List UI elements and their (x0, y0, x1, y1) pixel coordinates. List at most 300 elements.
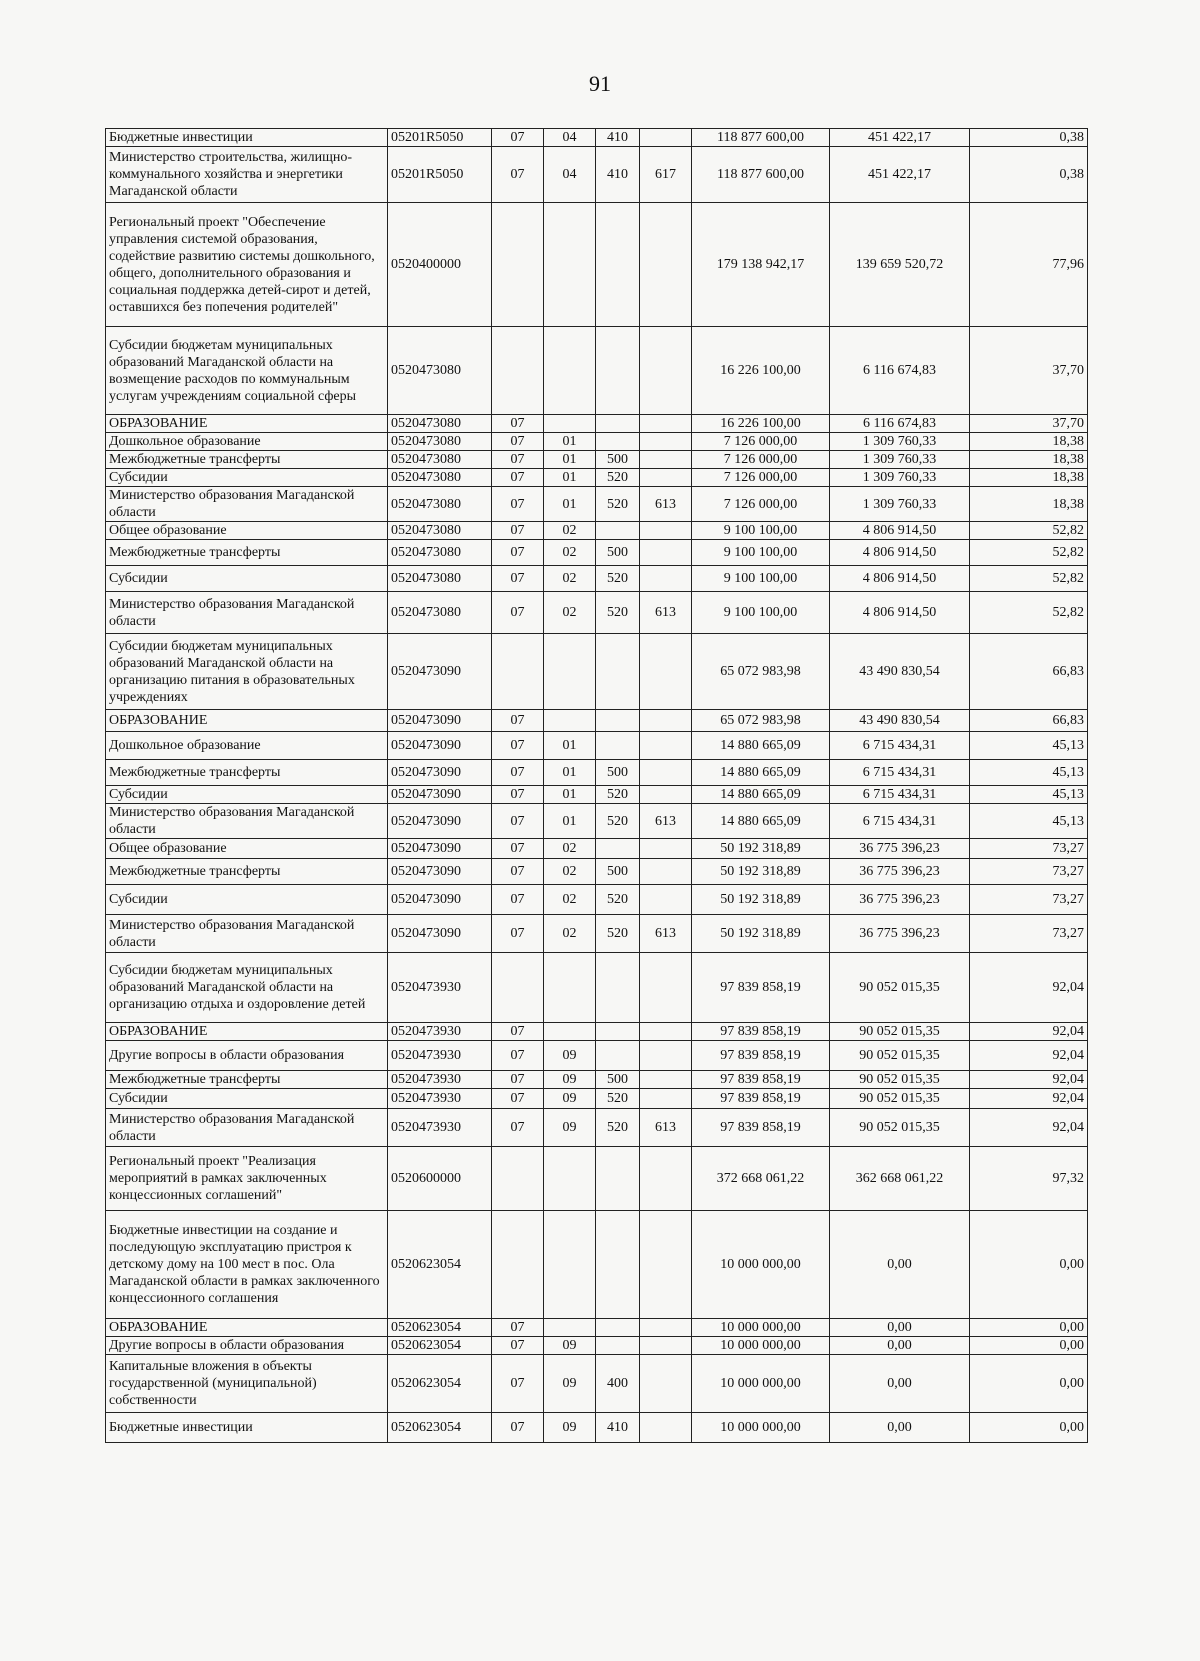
section-cell: 07 (492, 1041, 544, 1071)
execution-percent-cell: 18,38 (970, 433, 1088, 451)
subsection-cell (544, 1211, 596, 1319)
planned-amount-cell: 97 839 858,19 (692, 1023, 830, 1041)
planned-amount-cell: 14 880 665,09 (692, 786, 830, 804)
section-cell: 07 (492, 147, 544, 203)
kcsr-code-cell: 0520473080 (388, 433, 492, 451)
expense-type-cell (596, 710, 640, 732)
section-cell: 07 (492, 804, 544, 839)
table-row (106, 592, 1088, 634)
row-name-cell: Министерство образования Магаданской области (106, 804, 388, 839)
planned-amount-cell: 7 126 000,00 (692, 487, 830, 522)
execution-percent-cell: 18,38 (970, 487, 1088, 522)
kcsr-code-cell: 0520473930 (388, 1109, 492, 1147)
execution-percent-cell: 77,96 (970, 203, 1088, 327)
subsection-cell (544, 327, 596, 415)
kcsr-code-cell: 0520623054 (388, 1413, 492, 1443)
ministry-code-cell (640, 451, 692, 469)
execution-percent-cell: 37,70 (970, 327, 1088, 415)
ministry-code-cell (640, 1147, 692, 1211)
expense-type-cell (596, 1337, 640, 1355)
kcsr-code-cell: 0520473080 (388, 469, 492, 487)
subsection-cell: 02 (544, 522, 596, 540)
expense-type-cell: 500 (596, 1071, 640, 1089)
kcsr-code-cell: 0520473090 (388, 634, 492, 710)
ministry-code-cell (640, 1071, 692, 1089)
ministry-code-cell (640, 859, 692, 885)
executed-amount-cell: 0,00 (830, 1355, 970, 1413)
subsection-cell: 02 (544, 885, 596, 915)
table-row (106, 147, 1088, 203)
section-cell: 07 (492, 885, 544, 915)
kcsr-code-cell: 0520473090 (388, 859, 492, 885)
executed-amount-cell: 1 309 760,33 (830, 451, 970, 469)
subsection-cell: 01 (544, 732, 596, 760)
expense-type-cell (596, 433, 640, 451)
row-name-cell: Субсидии бюджетам муниципальных образований Магаданской области на организацию отдыха и оздоровление детей (106, 953, 388, 1023)
row-name-cell: Субсидии (106, 469, 388, 487)
row-name-cell: Бюджетные инвестиции на создание и последующую эксплуатацию пристроя к детскому дому на 100 мест в пос. Ола Магаданской области в рамках заключенного концессионного соглашения (106, 1211, 388, 1319)
row-name-cell: Субсидии (106, 786, 388, 804)
execution-percent-cell: 45,13 (970, 732, 1088, 760)
table-row (106, 786, 1088, 804)
expense-type-cell (596, 415, 640, 433)
subsection-cell: 02 (544, 540, 596, 566)
kcsr-code-cell: 0520473090 (388, 732, 492, 760)
subsection-cell: 01 (544, 433, 596, 451)
row-name-cell: Бюджетные инвестиции (106, 129, 388, 147)
section-cell: 07 (492, 566, 544, 592)
kcsr-code-cell: 0520473930 (388, 1071, 492, 1089)
execution-percent-cell: 97,32 (970, 1147, 1088, 1211)
table-row (106, 710, 1088, 732)
executed-amount-cell: 139 659 520,72 (830, 203, 970, 327)
executed-amount-cell: 43 490 830,54 (830, 634, 970, 710)
subsection-cell (544, 1147, 596, 1211)
table-row (106, 415, 1088, 433)
subsection-cell (544, 634, 596, 710)
execution-percent-cell: 92,04 (970, 1023, 1088, 1041)
subsection-cell (544, 415, 596, 433)
execution-percent-cell: 92,04 (970, 1041, 1088, 1071)
ministry-code-cell (640, 1089, 692, 1109)
planned-amount-cell: 9 100 100,00 (692, 566, 830, 592)
expense-type-cell (596, 203, 640, 327)
kcsr-code-cell: 05201R5050 (388, 147, 492, 203)
expense-type-cell: 500 (596, 540, 640, 566)
table-row (106, 634, 1088, 710)
ministry-code-cell (640, 786, 692, 804)
row-name-cell: Другие вопросы в области образования (106, 1041, 388, 1071)
ministry-code-cell: 613 (640, 915, 692, 953)
expense-type-cell: 520 (596, 1109, 640, 1147)
expense-type-cell: 520 (596, 1089, 640, 1109)
executed-amount-cell: 36 775 396,23 (830, 885, 970, 915)
table-row (106, 469, 1088, 487)
ministry-code-cell (640, 415, 692, 433)
kcsr-code-cell: 0520473930 (388, 953, 492, 1023)
section-cell: 07 (492, 1089, 544, 1109)
kcsr-code-cell: 0520473090 (388, 710, 492, 732)
planned-amount-cell: 10 000 000,00 (692, 1355, 830, 1413)
kcsr-code-cell: 0520473080 (388, 540, 492, 566)
kcsr-code-cell: 0520473090 (388, 804, 492, 839)
row-name-cell: Министерство образования Магаданской области (106, 915, 388, 953)
budget-table (105, 128, 1088, 1443)
executed-amount-cell: 6 715 434,31 (830, 732, 970, 760)
subsection-cell: 02 (544, 592, 596, 634)
executed-amount-cell: 4 806 914,50 (830, 522, 970, 540)
executed-amount-cell: 0,00 (830, 1413, 970, 1443)
subsection-cell (544, 203, 596, 327)
table-row (106, 522, 1088, 540)
section-cell (492, 634, 544, 710)
planned-amount-cell: 118 877 600,00 (692, 147, 830, 203)
execution-percent-cell: 45,13 (970, 760, 1088, 786)
row-name-cell: Общее образование (106, 522, 388, 540)
subsection-cell: 02 (544, 566, 596, 592)
table-row (106, 129, 1088, 147)
ministry-code-cell (640, 1023, 692, 1041)
execution-percent-cell: 0,00 (970, 1319, 1088, 1337)
executed-amount-cell: 0,00 (830, 1211, 970, 1319)
section-cell: 07 (492, 1109, 544, 1147)
expense-type-cell: 500 (596, 451, 640, 469)
planned-amount-cell: 7 126 000,00 (692, 451, 830, 469)
executed-amount-cell: 90 052 015,35 (830, 1041, 970, 1071)
row-name-cell: Субсидии бюджетам муниципальных образований Магаданской области на организацию питания в образовательных учреждениях (106, 634, 388, 710)
table-row (106, 1041, 1088, 1071)
expense-type-cell: 520 (596, 566, 640, 592)
subsection-cell: 09 (544, 1041, 596, 1071)
executed-amount-cell: 4 806 914,50 (830, 592, 970, 634)
planned-amount-cell: 97 839 858,19 (692, 1041, 830, 1071)
kcsr-code-cell: 0520623054 (388, 1337, 492, 1355)
subsection-cell: 01 (544, 804, 596, 839)
execution-percent-cell: 73,27 (970, 885, 1088, 915)
table-row (106, 1413, 1088, 1443)
ministry-code-cell (640, 203, 692, 327)
planned-amount-cell: 9 100 100,00 (692, 592, 830, 634)
expense-type-cell (596, 1147, 640, 1211)
section-cell (492, 1211, 544, 1319)
executed-amount-cell: 6 116 674,83 (830, 327, 970, 415)
expense-type-cell: 410 (596, 1413, 640, 1443)
executed-amount-cell: 6 715 434,31 (830, 804, 970, 839)
ministry-code-cell (640, 327, 692, 415)
section-cell: 07 (492, 1413, 544, 1443)
ministry-code-cell (640, 1319, 692, 1337)
expense-type-cell: 520 (596, 786, 640, 804)
planned-amount-cell: 14 880 665,09 (692, 732, 830, 760)
ministry-code-cell (640, 540, 692, 566)
expense-type-cell (596, 522, 640, 540)
table-row (106, 1211, 1088, 1319)
row-name-cell: Министерство строительства, жилищно-коммунального хозяйства и энергетики Магаданской области (106, 147, 388, 203)
planned-amount-cell: 10 000 000,00 (692, 1413, 830, 1443)
execution-percent-cell: 0,38 (970, 147, 1088, 203)
row-name-cell: Дошкольное образование (106, 732, 388, 760)
subsection-cell: 09 (544, 1355, 596, 1413)
row-name-cell: Бюджетные инвестиции (106, 1413, 388, 1443)
ministry-code-cell (640, 885, 692, 915)
subsection-cell: 04 (544, 147, 596, 203)
expense-type-cell: 410 (596, 147, 640, 203)
section-cell (492, 1147, 544, 1211)
execution-percent-cell: 0,00 (970, 1355, 1088, 1413)
row-name-cell: Министерство образования Магаданской области (106, 1109, 388, 1147)
kcsr-code-cell: 0520473080 (388, 451, 492, 469)
expense-type-cell: 520 (596, 469, 640, 487)
row-name-cell: Региональный проект "Обеспечение управления системой образования, содействие развитию системы дошкольного, общего, дополнительного образования и социальная поддержка детей-сирот и детей, оставшихся без попечения родителей" (106, 203, 388, 327)
table-row (106, 1355, 1088, 1413)
kcsr-code-cell: 0520473090 (388, 786, 492, 804)
subsection-cell: 04 (544, 129, 596, 147)
row-name-cell: ОБРАЗОВАНИЕ (106, 710, 388, 732)
executed-amount-cell: 43 490 830,54 (830, 710, 970, 732)
section-cell: 07 (492, 859, 544, 885)
table-row (106, 1089, 1088, 1109)
row-name-cell: ОБРАЗОВАНИЕ (106, 1023, 388, 1041)
row-name-cell: Общее образование (106, 839, 388, 859)
kcsr-code-cell: 0520473090 (388, 885, 492, 915)
planned-amount-cell: 97 839 858,19 (692, 1109, 830, 1147)
planned-amount-cell: 10 000 000,00 (692, 1337, 830, 1355)
planned-amount-cell: 7 126 000,00 (692, 433, 830, 451)
planned-amount-cell: 97 839 858,19 (692, 1089, 830, 1109)
executed-amount-cell: 451 422,17 (830, 147, 970, 203)
executed-amount-cell: 36 775 396,23 (830, 839, 970, 859)
subsection-cell (544, 1023, 596, 1041)
execution-percent-cell: 45,13 (970, 786, 1088, 804)
expense-type-cell (596, 839, 640, 859)
section-cell: 07 (492, 433, 544, 451)
execution-percent-cell: 66,83 (970, 710, 1088, 732)
ministry-code-cell (640, 566, 692, 592)
executed-amount-cell: 4 806 914,50 (830, 540, 970, 566)
expense-type-cell: 520 (596, 915, 640, 953)
row-name-cell: Межбюджетные трансферты (106, 859, 388, 885)
execution-percent-cell: 92,04 (970, 1071, 1088, 1089)
executed-amount-cell: 362 668 061,22 (830, 1147, 970, 1211)
ministry-code-cell (640, 1355, 692, 1413)
ministry-code-cell (640, 710, 692, 732)
table-row (106, 1147, 1088, 1211)
kcsr-code-cell: 0520473080 (388, 415, 492, 433)
executed-amount-cell: 90 052 015,35 (830, 1089, 970, 1109)
executed-amount-cell: 1 309 760,33 (830, 469, 970, 487)
subsection-cell: 01 (544, 451, 596, 469)
row-name-cell: Субсидии (106, 1089, 388, 1109)
row-name-cell: Межбюджетные трансферты (106, 760, 388, 786)
subsection-cell: 09 (544, 1071, 596, 1089)
planned-amount-cell: 65 072 983,98 (692, 710, 830, 732)
section-cell: 07 (492, 839, 544, 859)
planned-amount-cell: 10 000 000,00 (692, 1319, 830, 1337)
ministry-code-cell (640, 953, 692, 1023)
execution-percent-cell: 37,70 (970, 415, 1088, 433)
subsection-cell: 02 (544, 915, 596, 953)
ministry-code-cell (640, 760, 692, 786)
planned-amount-cell: 9 100 100,00 (692, 540, 830, 566)
table-row (106, 566, 1088, 592)
ministry-code-cell: 613 (640, 1109, 692, 1147)
planned-amount-cell: 9 100 100,00 (692, 522, 830, 540)
planned-amount-cell: 10 000 000,00 (692, 1211, 830, 1319)
row-name-cell: Субсидии (106, 566, 388, 592)
table-row (106, 1319, 1088, 1337)
expense-type-cell (596, 1211, 640, 1319)
execution-percent-cell: 92,04 (970, 1109, 1088, 1147)
expense-type-cell: 500 (596, 859, 640, 885)
row-name-cell: Дошкольное образование (106, 433, 388, 451)
section-cell: 07 (492, 1023, 544, 1041)
ministry-code-cell (640, 839, 692, 859)
table-row (106, 1071, 1088, 1089)
table-row (106, 203, 1088, 327)
table-row (106, 433, 1088, 451)
executed-amount-cell: 0,00 (830, 1319, 970, 1337)
executed-amount-cell: 0,00 (830, 1337, 970, 1355)
execution-percent-cell: 73,27 (970, 859, 1088, 885)
section-cell: 07 (492, 469, 544, 487)
execution-percent-cell: 73,27 (970, 839, 1088, 859)
section-cell: 07 (492, 129, 544, 147)
expense-type-cell (596, 634, 640, 710)
row-name-cell: Межбюджетные трансферты (106, 540, 388, 566)
expense-type-cell: 500 (596, 760, 640, 786)
execution-percent-cell: 92,04 (970, 953, 1088, 1023)
section-cell (492, 953, 544, 1023)
ministry-code-cell (640, 433, 692, 451)
planned-amount-cell: 97 839 858,19 (692, 953, 830, 1023)
expense-type-cell (596, 1023, 640, 1041)
expense-type-cell: 400 (596, 1355, 640, 1413)
kcsr-code-cell: 0520473080 (388, 566, 492, 592)
execution-percent-cell: 66,83 (970, 634, 1088, 710)
section-cell: 07 (492, 451, 544, 469)
kcsr-code-cell: 0520623054 (388, 1355, 492, 1413)
planned-amount-cell: 16 226 100,00 (692, 415, 830, 433)
execution-percent-cell: 73,27 (970, 915, 1088, 953)
planned-amount-cell: 7 126 000,00 (692, 469, 830, 487)
executed-amount-cell: 90 052 015,35 (830, 1109, 970, 1147)
execution-percent-cell: 0,00 (970, 1337, 1088, 1355)
subsection-cell: 09 (544, 1413, 596, 1443)
expense-type-cell: 520 (596, 487, 640, 522)
executed-amount-cell: 4 806 914,50 (830, 566, 970, 592)
table-row (106, 915, 1088, 953)
planned-amount-cell: 14 880 665,09 (692, 804, 830, 839)
table-row (106, 953, 1088, 1023)
kcsr-code-cell: 0520600000 (388, 1147, 492, 1211)
planned-amount-cell: 372 668 061,22 (692, 1147, 830, 1211)
subsection-cell (544, 710, 596, 732)
subsection-cell: 09 (544, 1089, 596, 1109)
table-row (106, 760, 1088, 786)
section-cell: 07 (492, 1355, 544, 1413)
ministry-code-cell (640, 129, 692, 147)
ministry-code-cell (640, 1337, 692, 1355)
row-name-cell: Субсидии (106, 885, 388, 915)
table-row (106, 451, 1088, 469)
planned-amount-cell: 50 192 318,89 (692, 885, 830, 915)
ministry-code-cell: 617 (640, 147, 692, 203)
subsection-cell: 09 (544, 1109, 596, 1147)
row-name-cell: Межбюджетные трансферты (106, 1071, 388, 1089)
planned-amount-cell: 50 192 318,89 (692, 915, 830, 953)
execution-percent-cell: 18,38 (970, 451, 1088, 469)
planned-amount-cell: 50 192 318,89 (692, 859, 830, 885)
section-cell: 07 (492, 540, 544, 566)
section-cell (492, 327, 544, 415)
table-body (106, 129, 1088, 1443)
kcsr-code-cell: 0520473090 (388, 839, 492, 859)
planned-amount-cell: 97 839 858,19 (692, 1071, 830, 1089)
executed-amount-cell: 451 422,17 (830, 129, 970, 147)
executed-amount-cell: 90 052 015,35 (830, 953, 970, 1023)
kcsr-code-cell: 05201R5050 (388, 129, 492, 147)
execution-percent-cell: 0,00 (970, 1211, 1088, 1319)
kcsr-code-cell: 0520473090 (388, 760, 492, 786)
table-row (106, 804, 1088, 839)
kcsr-code-cell: 0520473930 (388, 1089, 492, 1109)
executed-amount-cell: 36 775 396,23 (830, 915, 970, 953)
execution-percent-cell: 0,38 (970, 129, 1088, 147)
row-name-cell: Министерство образования Магаданской области (106, 592, 388, 634)
expense-type-cell (596, 1319, 640, 1337)
ministry-code-cell: 613 (640, 804, 692, 839)
kcsr-code-cell: 0520473080 (388, 592, 492, 634)
ministry-code-cell (640, 732, 692, 760)
planned-amount-cell: 65 072 983,98 (692, 634, 830, 710)
ministry-code-cell (640, 469, 692, 487)
subsection-cell: 02 (544, 859, 596, 885)
executed-amount-cell: 6 116 674,83 (830, 415, 970, 433)
section-cell: 07 (492, 732, 544, 760)
section-cell: 07 (492, 1071, 544, 1089)
section-cell (492, 203, 544, 327)
row-name-cell: Региональный проект "Реализация мероприятий в рамках заключенных концессионных соглашений" (106, 1147, 388, 1211)
subsection-cell: 01 (544, 760, 596, 786)
section-cell: 07 (492, 710, 544, 732)
ministry-code-cell (640, 522, 692, 540)
ministry-code-cell (640, 634, 692, 710)
ministry-code-cell (640, 1041, 692, 1071)
section-cell: 07 (492, 915, 544, 953)
row-name-cell: ОБРАЗОВАНИЕ (106, 415, 388, 433)
table-row (106, 1337, 1088, 1355)
section-cell: 07 (492, 487, 544, 522)
subsection-cell: 01 (544, 487, 596, 522)
section-cell: 07 (492, 1337, 544, 1355)
subsection-cell: 09 (544, 1337, 596, 1355)
kcsr-code-cell: 0520400000 (388, 203, 492, 327)
kcsr-code-cell: 0520623054 (388, 1211, 492, 1319)
table-row (106, 540, 1088, 566)
planned-amount-cell: 16 226 100,00 (692, 327, 830, 415)
execution-percent-cell: 52,82 (970, 522, 1088, 540)
row-name-cell: Министерство образования Магаданской области (106, 487, 388, 522)
execution-percent-cell: 0,00 (970, 1413, 1088, 1443)
execution-percent-cell: 18,38 (970, 469, 1088, 487)
executed-amount-cell: 90 052 015,35 (830, 1071, 970, 1089)
section-cell: 07 (492, 760, 544, 786)
ministry-code-cell: 613 (640, 487, 692, 522)
kcsr-code-cell: 0520473080 (388, 487, 492, 522)
expense-type-cell (596, 732, 640, 760)
execution-percent-cell: 52,82 (970, 540, 1088, 566)
executed-amount-cell: 6 715 434,31 (830, 760, 970, 786)
